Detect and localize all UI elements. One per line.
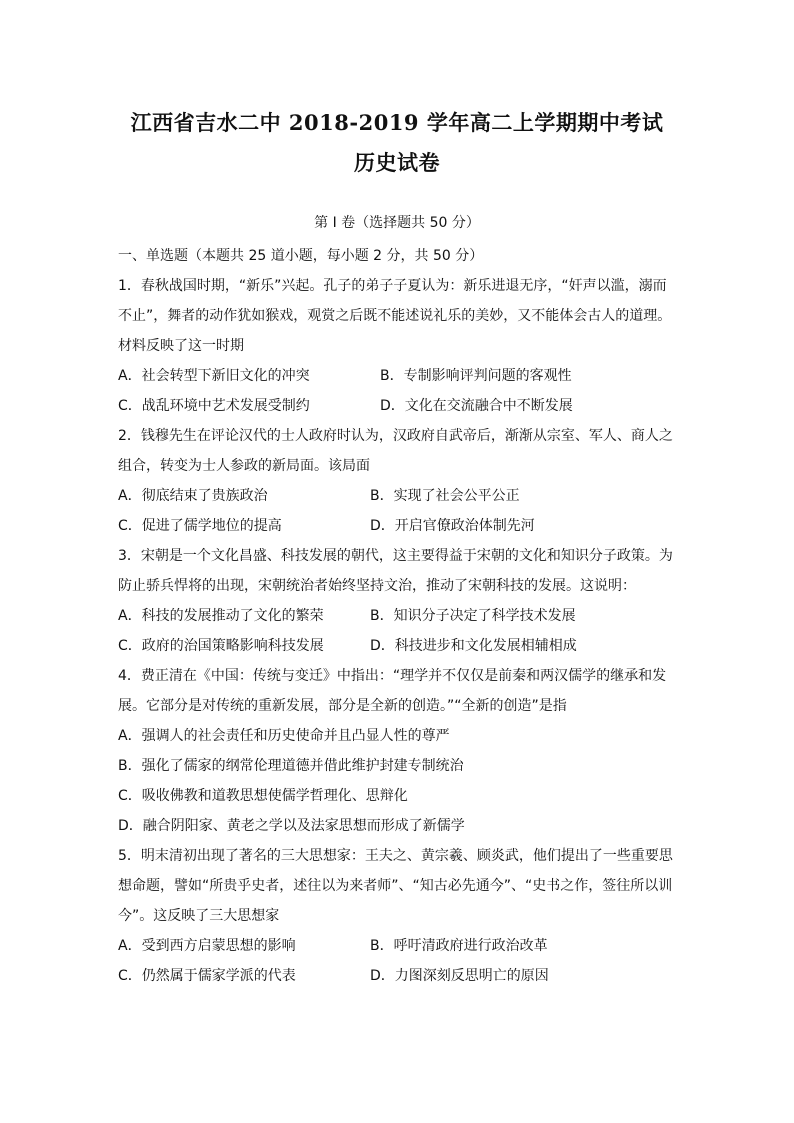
option-b: B．呼吁清政府进行政治改革 bbox=[370, 938, 548, 954]
question-stem-line: 组合，转变为士人参政的新局面。该局面 bbox=[118, 458, 370, 474]
section-instruction: 一、单选题（本题共 25 道小题，每小题 2 分，共 50 分） bbox=[118, 248, 484, 264]
option-c: C．政府的治国策略影响科技发展 bbox=[118, 638, 324, 654]
option-b: B．强化了儒家的纲常伦理道德并借此维护封建专制统治 bbox=[118, 758, 464, 774]
option-b: B．实现了社会公平公正 bbox=[370, 488, 520, 504]
option-a: A．科技的发展推动了文化的繁荣 bbox=[118, 608, 324, 624]
question-stem-line: 今”。这反映了三大思想家 bbox=[118, 908, 280, 924]
question-stem-line: 材料反映了这一时期 bbox=[118, 338, 244, 354]
option-d: D．融合阴阳家、黄老之学以及法家思想而形成了新儒学 bbox=[118, 818, 465, 834]
option-d: D．科技进步和文化发展相辅相成 bbox=[370, 638, 577, 654]
option-a: A．受到西方启蒙思想的影响 bbox=[118, 938, 296, 954]
question-stem-line: 4．费正清在《中国：传统与变迁》中指出：“理学并不仅仅是前秦和两汉儒学的继承和发 bbox=[118, 668, 667, 684]
option-c: C．战乱环境中艺术发展受制约 bbox=[118, 398, 310, 414]
question-list bbox=[118, 241, 678, 991]
question-1 bbox=[118, 271, 678, 421]
option-c: C．吸收佛教和道教思想使儒学哲理化、思辩化 bbox=[118, 788, 408, 804]
question-2 bbox=[118, 421, 678, 541]
question-stem-line: 防止骄兵悍将的出现，宋朝统治者始终坚持文治，推动了宋朝科技的发展。这说明： bbox=[118, 578, 636, 594]
option-b: B．专制影响评判问题的客观性 bbox=[380, 368, 572, 384]
option-c: C．促进了儒学地位的提高 bbox=[118, 518, 282, 534]
question-stem-line: 展。它部分是对传统的重新发展，部分是全新的创造。”“全新的创造”是指 bbox=[118, 698, 567, 714]
question-4 bbox=[118, 661, 678, 841]
option-a: A．强调人的社会责任和历史使命并且凸显人性的尊严 bbox=[118, 728, 450, 744]
exam-subtitle: 历史试卷 bbox=[354, 150, 440, 175]
option-a: A．社会转型下新旧文化的冲突 bbox=[118, 368, 310, 384]
option-d: D．力图深刻反思明亡的原因 bbox=[370, 968, 549, 984]
option-c: C．仍然属于儒家学派的代表 bbox=[118, 968, 296, 984]
question-5 bbox=[118, 841, 678, 991]
question-stem-line: 想命题，譬如“所贵乎史者，述往以为来者师”、“知古必先通今”、“史书之作，签往所以训 bbox=[118, 878, 673, 894]
exam-title: 江西省吉水二中 2018-2019 学年高二上学期期中考试 bbox=[130, 110, 664, 135]
option-d: D．开启官僚政治体制先河 bbox=[370, 518, 535, 534]
question-stem-line: 2．钱穆先生在评论汉代的士人政府时认为，汉政府自武帝后，渐渐从宗室、军人、商人之 bbox=[118, 428, 673, 444]
question-stem-line: 不止”，舞者的动作犹如猴戏，观赏之后既不能述说礼乐的美妙，又不能体会古人的道理。 bbox=[118, 308, 672, 324]
question-stem-line: 3．宋朝是一个文化昌盛、科技发展的朝代，这主要得益于宋朝的文化和知识分子政策。为 bbox=[118, 548, 673, 564]
question-stem-line: 1．春秋战国时期，“新乐”兴起。孔子的弟子子夏认为：新乐进退无序，“奸声以滥，溺而 bbox=[118, 278, 667, 294]
option-d: D．文化在交流融合中不断发展 bbox=[380, 398, 573, 414]
option-a: A．彻底结束了贵族政治 bbox=[118, 488, 268, 504]
option-b: B．知识分子决定了科学技术发展 bbox=[370, 608, 576, 624]
section-label: 第 I 卷（选择题共 50 分） bbox=[314, 215, 480, 231]
question-stem-line: 5．明末清初出现了著名的三大思想家：王夫之、黄宗羲、顾炎武，他们提出了一些重要思 bbox=[118, 848, 673, 864]
question-3 bbox=[118, 541, 678, 661]
